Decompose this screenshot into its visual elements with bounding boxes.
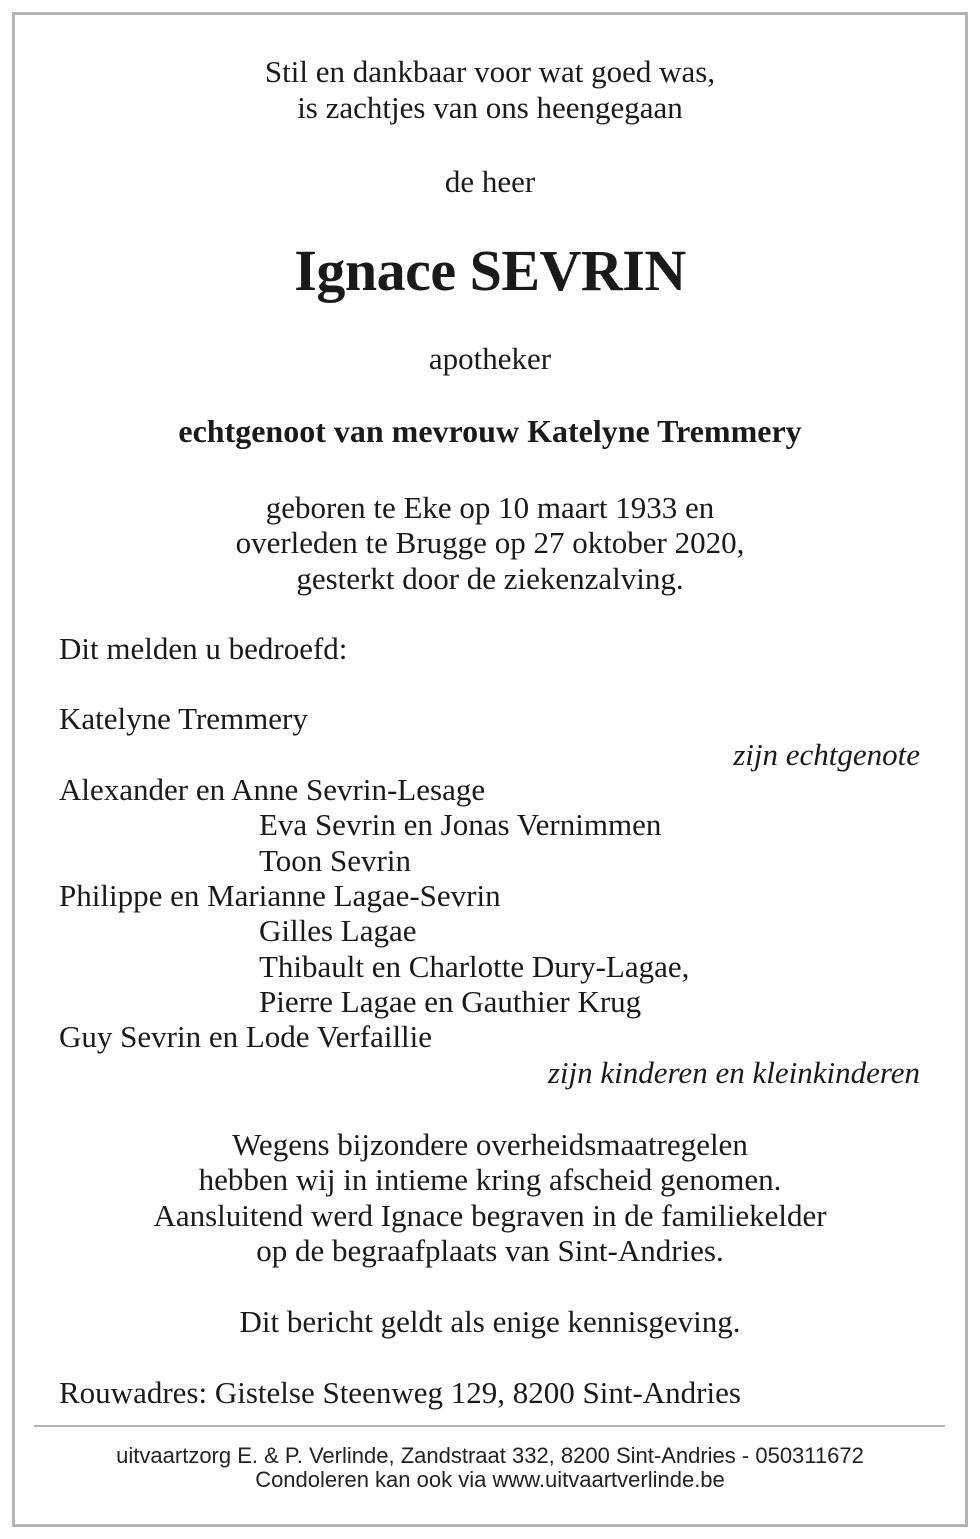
mourning-address: Rouwadres: Gistelse Steenweg 129, 8200 Sint-Andries <box>59 1375 741 1410</box>
life-line-3: gesterkt door de ziekenzalving. <box>296 561 684 596</box>
announce-text: Dit melden u bedroefd: <box>59 631 348 666</box>
family-member: Gilles Lagae <box>259 913 417 948</box>
spouse-role: zijn echtgenote <box>733 737 920 772</box>
children-role: zijn kinderen en kleinkinderen <box>547 1055 920 1090</box>
footer-funeral-home: uitvaartzorg E. & P. Verlinde, Zandstraat 332, 8200 Sint-Andries - 050311672 <box>116 1443 864 1468</box>
life-line-1: geboren te Eke op 10 maart 1933 en <box>265 490 715 525</box>
profession: apotheker <box>428 341 552 376</box>
notice-line-2: hebben wij in intieme kring afscheid genomen. <box>198 1162 782 1197</box>
notice-line-4: op de begraafplaats van Sint-Andries. <box>256 1233 724 1268</box>
footer-divider <box>34 1425 945 1427</box>
intro-line-2: is zachtjes van ons heengegaan <box>297 90 683 125</box>
family-member: Pierre Lagae en Gauthier Krug <box>259 984 642 1019</box>
family-member: Philippe en Marianne Lagae-Sevrin <box>59 878 501 913</box>
notice-line-1: Wegens bijzondere overheidsmaatregelen <box>232 1127 748 1162</box>
family-member: Thibault en Charlotte Dury-Lagae, <box>259 949 690 984</box>
family-member: Alexander en Anne Sevrin-Lesage <box>59 772 486 807</box>
deceased-name: Ignace SEVRIN <box>294 238 686 303</box>
intro-line-1: Stil en dankbaar voor wat goed was, <box>264 54 716 89</box>
only-notice: Dit bericht geldt als enige kennisgeving. <box>239 1304 741 1339</box>
family-member: Guy Sevrin en Lode Verfaillie <box>59 1019 433 1054</box>
family-member: Toon Sevrin <box>259 843 411 878</box>
footer-condolence: Condoleren kan ook via www.uitvaartverlinde.be <box>255 1467 725 1492</box>
title-prefix: de heer <box>444 164 536 199</box>
spouse-line: echtgenoot van mevrouw Katelyne Tremmery <box>178 413 802 449</box>
life-line-2: overleden te Brugge op 27 oktober 2020, <box>235 525 745 560</box>
family-spouse: Katelyne Tremmery <box>59 701 308 736</box>
family-member: Eva Sevrin en Jonas Vernimmen <box>259 807 662 842</box>
notice-line-3: Aansluitend werd Ignace begraven in de familiekelder <box>153 1198 827 1233</box>
